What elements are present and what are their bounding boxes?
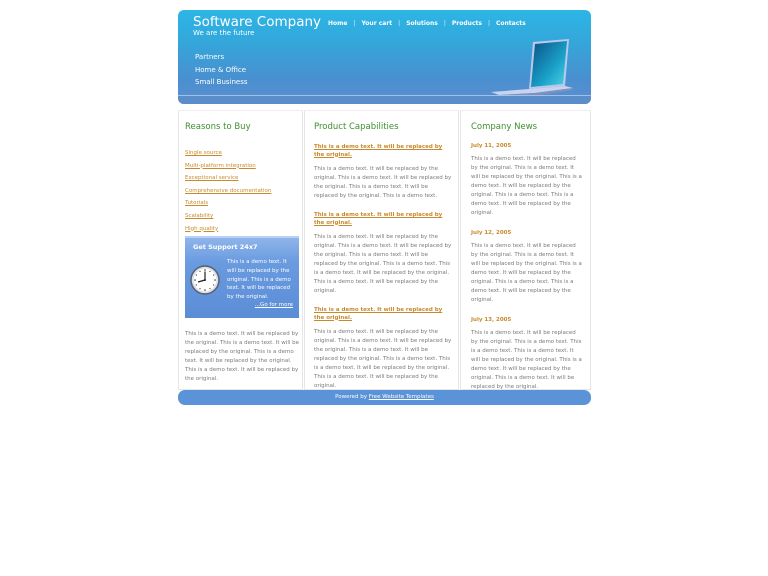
capability-link[interactable]: This is a demo text. It will be replaced by the original.	[314, 144, 443, 158]
site-title[interactable]: Software Company	[193, 14, 322, 30]
go-for-more-link[interactable]: ...Go for more	[254, 302, 293, 308]
reason-link-multi-platform[interactable]: Multi-platform integration	[185, 162, 256, 169]
news-item	[471, 317, 584, 392]
reasons-list	[185, 143, 302, 231]
nav-your-cart[interactable]: Your cart	[361, 20, 393, 27]
news-text: This is a demo text. It will be replaced by the original. This is a demo text. It will be replaced by the original. This is a demo text. It will be replaced by the original. This is a demo text. This is a demo text. It will be replaced by the original.	[471, 243, 582, 303]
capability-text: This is a demo text. It will be replaced by the original. This is a demo text. It will be replaced by the original. This is a demo text. It will be replaced by the original. This is a demo text.	[314, 166, 452, 199]
footer	[178, 390, 591, 405]
reason-link-documentation[interactable]: Comprehensive documentation	[185, 187, 272, 194]
header-side-navigation	[195, 51, 248, 89]
nav-solutions[interactable]: Solutions	[406, 20, 438, 27]
reason-link-tutorials[interactable]: Tutorials	[185, 200, 209, 207]
capability-item	[314, 144, 452, 201]
list-item	[185, 206, 302, 219]
support-box	[185, 236, 299, 318]
nav-separator: |	[398, 20, 401, 27]
header-banner	[178, 10, 591, 104]
reason-link-high-quality[interactable]: High quality	[185, 225, 219, 232]
list-item	[185, 156, 302, 169]
capability-text: This is a demo text. It will be replaced by the original. This is a demo text. It will be replaced by the original. This is a demo text. It will be replaced by the original. This is a demo text. This is a demo text. It will be replaced by the original. This is a demo text. It will be replaced by the original.	[314, 234, 452, 294]
support-text: This is a demo text. It will be replaced by the original. This is a demo text. It will be replaced by the original.	[227, 259, 291, 301]
nav-small-business[interactable]: Small Business	[195, 78, 248, 86]
capability-link[interactable]: This is a demo text. It will be replaced by the original.	[314, 307, 443, 321]
news-text: This is a demo text. It will be replaced by the original. This is a demo text. It will be replaced by the original. This is a demo text. It will be replaced by the original. This is a demo text. This is a demo text. It will be replaced by the original.	[471, 156, 582, 216]
footer-prefix: Powered by	[335, 394, 369, 400]
reasons-column	[178, 110, 303, 390]
site-tagline: We are the future	[193, 29, 255, 37]
header-bottom-strip	[178, 95, 591, 104]
news-heading: Company News	[471, 122, 538, 132]
nav-contacts[interactable]: Contacts	[495, 20, 526, 27]
list-item	[185, 168, 302, 181]
capability-text: This is a demo text. It will be replaced by the original. This is a demo text. It will be replaced by the original. This is a demo text. It will be replaced by the original. This is a demo text. This is a demo text. It will be replaced by the original. This is a demo text. It will be replaced by the original.	[314, 329, 452, 389]
list-item	[185, 143, 302, 156]
nav-products[interactable]: Products	[451, 20, 482, 27]
reason-link-scalability[interactable]: Scalability	[185, 212, 214, 219]
nav-separator: |	[487, 20, 490, 27]
nav-partners[interactable]: Partners	[195, 53, 225, 61]
list-item	[185, 193, 302, 206]
reason-link-single-source[interactable]: Single source	[185, 150, 222, 156]
news-item	[471, 230, 584, 305]
news-date: July 11, 2005	[471, 143, 512, 149]
capabilities-column	[304, 110, 459, 390]
top-navigation	[328, 20, 526, 27]
nav-separator: |	[353, 20, 356, 27]
clock-icon	[190, 265, 220, 295]
reasons-heading: Reasons to Buy	[185, 122, 251, 132]
capabilities-heading: Product Capabilities	[314, 122, 399, 132]
page-container	[178, 10, 591, 405]
support-heading: Get Support 24x7	[193, 243, 258, 251]
capability-link[interactable]: This is a demo text. It will be replaced by the original.	[314, 212, 443, 226]
news-column	[460, 110, 591, 390]
nav-home[interactable]: Home	[328, 20, 348, 27]
news-date: July 13, 2005	[471, 317, 512, 323]
laptop-icon	[481, 38, 581, 100]
nav-home-office[interactable]: Home & Office	[195, 65, 247, 74]
news-date: July 12, 2005	[471, 230, 512, 236]
news-text: This is a demo text. It will be replaced by the original. This is a demo text. This is a demo text. This is a demo text. It will be replaced by the original. This is a demo text. It will be replaced by the original. This is a demo text. It will be replaced by the original.	[471, 330, 582, 390]
footer-templates-link[interactable]: Free Website Templates	[368, 394, 434, 400]
list-item	[185, 219, 302, 232]
list-item	[185, 181, 302, 194]
content-columns	[178, 110, 591, 390]
reasons-bottom-text: This is a demo text. It will be replaced by the original. This is a demo text. It will be replaced by the original. This is a demo text. It will be replaced by the original. This is a demo text. It will be replaced by the original.	[185, 331, 300, 382]
news-item	[471, 143, 584, 218]
capability-item	[314, 212, 452, 296]
capability-item	[314, 307, 452, 391]
reason-link-exceptional-service[interactable]: Exceptional service	[185, 175, 239, 182]
nav-separator: |	[443, 20, 446, 27]
